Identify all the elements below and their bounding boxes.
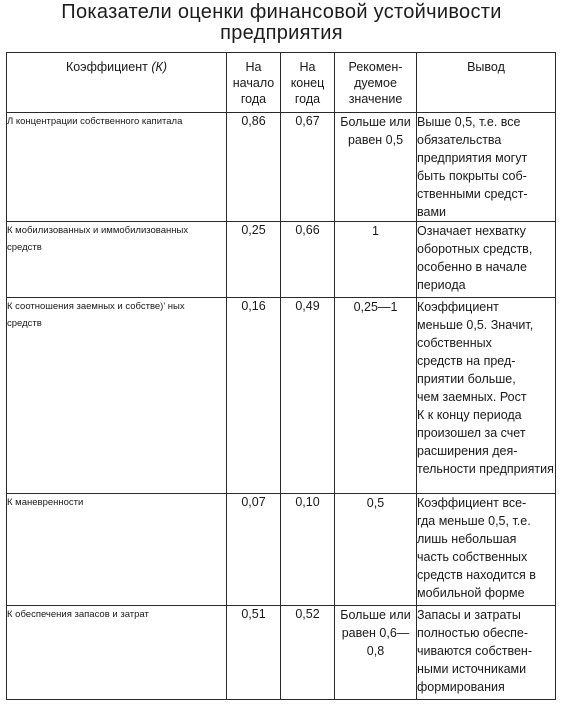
title-line: Показатели оценки финансовой устойчивости xyxy=(61,1,502,23)
cell-line: приятии больше, xyxy=(417,372,516,386)
cell-line: равен 0,5 xyxy=(347,133,404,147)
coefficient-name xyxy=(7,606,227,700)
value-end: 0,66 xyxy=(281,222,335,298)
cell-line: равен 0,6— xyxy=(341,626,410,640)
conclusion-text xyxy=(417,494,556,606)
header-text: значение xyxy=(348,92,403,106)
cell-line: Коэффициент xyxy=(417,300,499,314)
cell-line: средств xyxy=(7,242,42,253)
cell-line: чиваются собствен- xyxy=(417,644,532,658)
header-conclusion xyxy=(417,53,556,113)
coefficient-name xyxy=(7,298,227,494)
cell-line: К мобилизованных и иммобилизованных xyxy=(7,225,189,236)
cell-line: оборотных средств, xyxy=(417,242,533,256)
cell-line: периода xyxy=(417,278,466,292)
cell-line: 1 xyxy=(372,224,379,238)
header-text: На xyxy=(299,60,316,74)
cell-line: лишь небольшая xyxy=(417,532,517,546)
financial-stability-table xyxy=(6,52,556,700)
value-start: 0,07 xyxy=(227,494,281,606)
header-text: Вывод xyxy=(467,60,505,74)
cell-line: собственных xyxy=(417,336,492,350)
cell-line: мобильной форме xyxy=(417,586,525,600)
value-start: 0,51 xyxy=(227,606,281,700)
cell-line: 0,5 xyxy=(366,496,385,510)
header-text: (К) xyxy=(151,60,168,74)
cell-line: Выше 0,5, т.е. все xyxy=(417,115,521,129)
cell-line: меньше 0,5. Значит, xyxy=(417,318,534,332)
recommended-value xyxy=(335,606,417,700)
cell-line: гда меньше 0,5, т.е. xyxy=(417,514,531,528)
table-row xyxy=(7,606,556,700)
cell-line: формирования xyxy=(417,680,505,694)
document-title xyxy=(0,2,563,44)
cell-line: Больше или xyxy=(340,115,411,129)
conclusion-text xyxy=(417,606,556,700)
header-coefficient xyxy=(7,53,227,113)
cell-line: Коэффициент все- xyxy=(417,496,527,510)
cell-line: часть собственных xyxy=(417,550,528,564)
header-row xyxy=(7,53,556,113)
cell-line: произошел за счет xyxy=(417,426,526,440)
value-end: 0,67 xyxy=(281,113,335,222)
cell-line: средств на пред- xyxy=(417,354,516,368)
value-end: 0,10 xyxy=(281,494,335,606)
cell-line: особенно в начале xyxy=(417,260,527,274)
header-text: На xyxy=(245,60,262,74)
table-row xyxy=(7,298,556,494)
conclusion-text xyxy=(417,222,556,298)
cell-line: Больше или xyxy=(340,608,411,622)
cell-line: средств находится в xyxy=(417,568,536,582)
header-start xyxy=(227,53,281,113)
cell-line: тельности предприятия xyxy=(417,462,554,476)
header-text: конец xyxy=(290,76,325,90)
value-start: 0,25 xyxy=(227,222,281,298)
cell-line: Запасы и затраты xyxy=(417,608,521,622)
cell-line: К обеспечения запасов и затрат xyxy=(7,609,149,620)
coefficient-name xyxy=(7,113,227,222)
coefficient-name xyxy=(7,494,227,606)
recommended-value xyxy=(335,222,417,298)
header-recommended xyxy=(335,53,417,113)
recommended-value xyxy=(335,298,417,494)
table-row xyxy=(7,494,556,606)
cell-line: быть покрыты соб- xyxy=(417,169,527,183)
recommended-value xyxy=(335,494,417,606)
value-end: 0,52 xyxy=(281,606,335,700)
cell-line: вами xyxy=(417,205,447,219)
value-start: 0,16 xyxy=(227,298,281,494)
conclusion-text xyxy=(417,113,556,222)
cell-line: Л концентрации собственного капитала xyxy=(7,116,183,127)
cell-line: обязательства xyxy=(417,133,502,147)
value-start: 0,86 xyxy=(227,113,281,222)
value-end: 0,49 xyxy=(281,298,335,494)
cell-line: полностью обеспе- xyxy=(417,626,528,640)
table-row xyxy=(7,113,556,222)
table-row xyxy=(7,222,556,298)
cell-line: расширения дея- xyxy=(417,444,518,458)
title-line: предприятия xyxy=(220,22,343,44)
header-text: дуемое xyxy=(354,76,397,90)
coefficient-name xyxy=(7,222,227,298)
cell-line: ными источниками xyxy=(417,662,527,676)
header-text: года xyxy=(294,92,321,106)
cell-line: чем заемных. Рост xyxy=(417,390,527,404)
cell-line: 0,25—1 xyxy=(353,300,398,314)
header-text: Коэффициент xyxy=(65,60,148,74)
cell-line: 0,8 xyxy=(366,644,385,658)
cell-line: К к концу периода xyxy=(417,408,522,422)
header-text: Рекомен- xyxy=(348,60,403,74)
cell-line: средств xyxy=(7,318,42,329)
header-text: года xyxy=(240,92,267,106)
cell-line: К соотношения заемных и собстве)' ных xyxy=(7,301,185,312)
cell-line: К маневренности xyxy=(7,497,84,508)
cell-line: ственными средст- xyxy=(417,187,528,201)
cell-line: Означает нехватку xyxy=(417,224,526,238)
header-end xyxy=(281,53,335,113)
recommended-value xyxy=(335,113,417,222)
cell-line: предприятия могут xyxy=(417,151,528,165)
conclusion-text xyxy=(417,298,556,494)
header-text: начало xyxy=(232,76,275,90)
